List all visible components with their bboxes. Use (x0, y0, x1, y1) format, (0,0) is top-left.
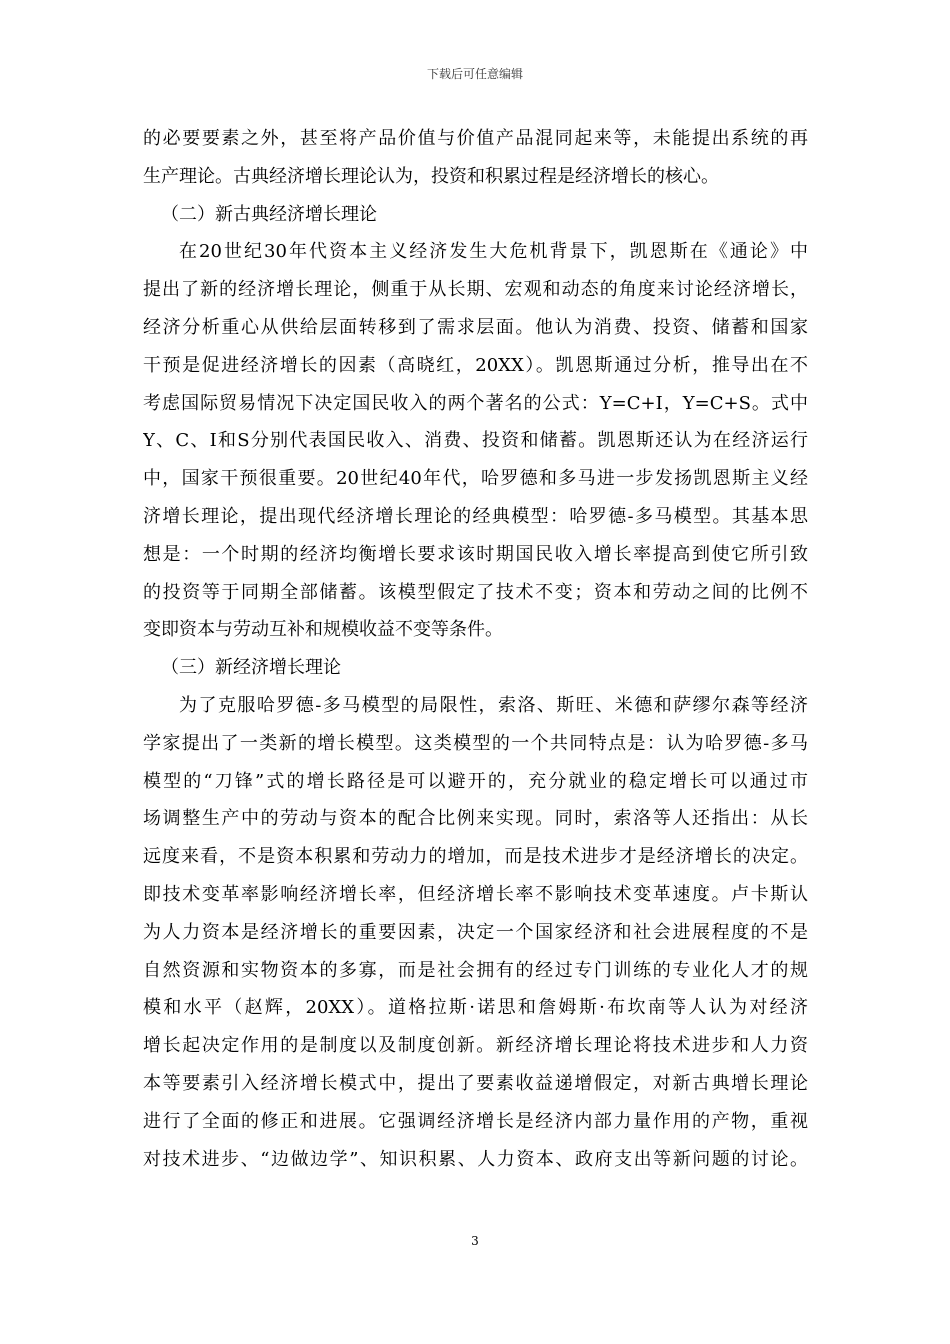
text-line: 考虑国际贸易情况下决定国民收入的两个著名的公式：Y=C+I，Y=C+S。式中 (143, 392, 808, 414)
document-body (143, 120, 808, 1178)
section-heading: （三）新经济增长理论 (161, 657, 341, 679)
text-line: 本等要素引入经济增长模式中，提出了要素收益递增假定，对新古典增长理论 (143, 1072, 808, 1094)
text-line: 远度来看，不是资本积累和劳动力的增加，而是技术进步才是经济增长的决定。 (143, 846, 808, 868)
text-line: 对技术进步、“边做边学”、知识积累、人力资本、政府支出等新问题的讨论。 (143, 1148, 808, 1170)
text-line: 变即资本与劳动互补和规模收益不变等条件。 (143, 619, 503, 641)
page-number: 3 (471, 1234, 479, 1248)
text-line: 为人力资本是经济增长的重要因素，决定一个国家经济和社会进展程度的不是 (143, 921, 808, 943)
text-line: 模和水平（赵辉，20XX）。道格拉斯·诺思和詹姆斯·布坎南等人认为对经济 (143, 997, 808, 1019)
text-line: 的投资等于同期全部储蓄。该模型假定了技术不变；资本和劳动之间的比例不 (143, 581, 808, 603)
text-line: 为了克服哈罗德-多马模型的局限性，索洛、斯旺、米德和萨缪尔森等经济 (179, 694, 808, 716)
text-line: 中，国家干预很重要。20世纪40年代，哈罗德和多马进一步发扬凯恩斯主义经 (143, 468, 808, 490)
section-heading: （二）新古典经济增长理论 (161, 203, 377, 225)
text-line: 增长起决定作用的是制度以及制度创新。新经济增长理论将技术进步和人力资 (143, 1035, 808, 1057)
text-line: 想是：一个时期的经济均衡增长要求该时期国民收入增长率提高到使它所引致 (143, 543, 808, 565)
text-line: 场调整生产中的劳动与资本的配合比例来实现。同时，索洛等人还指出：从长 (143, 808, 808, 830)
text-line: 生产理论。古典经济增长理论认为，投资和积累过程是经济增长的核心。 (143, 165, 719, 187)
text-line: 即技术变革率影响经济增长率，但经济增长率不影响技术变革速度。卢卡斯认 (143, 883, 808, 905)
text-line: 模型的“刀锋”式的增长路径是可以避开的，充分就业的稳定增长可以通过市 (143, 770, 808, 792)
page-header: 下载后可任意编辑 (426, 67, 523, 81)
text-line: 进行了全面的修正和进展。它强调经济增长是经济内部力量作用的产物，重视 (143, 1110, 808, 1132)
text-line: 自然资源和实物资本的多寡，而是社会拥有的经过专门训练的专业化人才的规 (143, 959, 808, 981)
text-line: 在20世纪30年代资本主义经济发生大危机背景下，凯恩斯在《通论》中 (179, 241, 808, 263)
text-line: 的必要要素之外，甚至将产品价值与价值产品混同起来等，未能提出系统的再 (143, 128, 808, 149)
text-line: 济增长理论，提出现代经济增长理论的经典模型：哈罗德-多马模型。其基本思 (143, 505, 808, 527)
text-line: 学家提出了一类新的增长模型。这类模型的一个共同特点是：认为哈罗德-多马 (143, 732, 808, 754)
text-line: 干预是促进经济增长的因素（高晓红，20XX）。凯恩斯通过分析，推导出在不 (143, 354, 808, 376)
text-line: 经济分析重心从供给层面转移到了需求层面。他认为消费、投资、储蓄和国家 (143, 316, 808, 338)
text-line: Y、C、I和S分别代表国民收入、消费、投资和储蓄。凯恩斯还认为在经济运行 (143, 430, 808, 452)
text-line: 提出了新的经济增长理论，侧重于从长期、宏观和动态的角度来讨论经济增长， (143, 279, 808, 301)
